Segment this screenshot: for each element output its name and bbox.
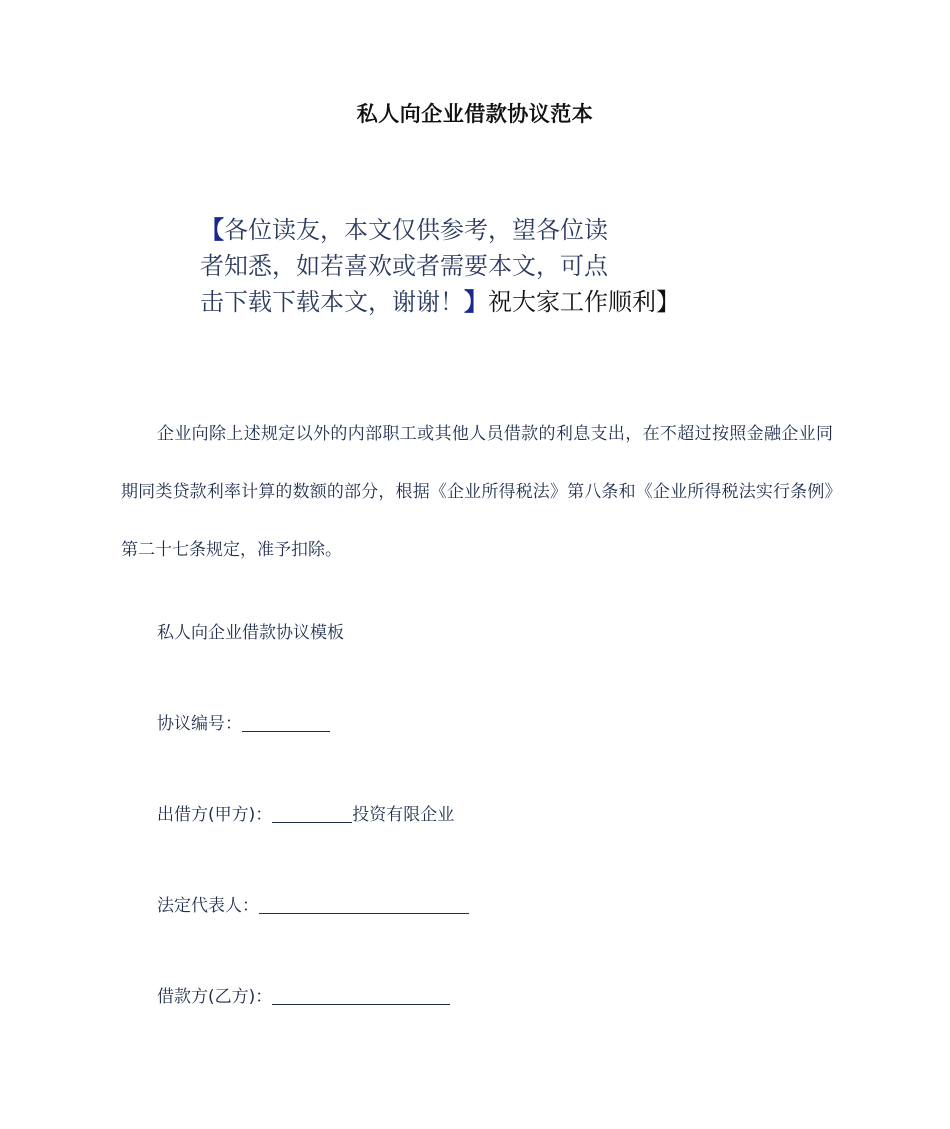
lender-field (157, 800, 454, 825)
legal-representative-label: 法定代表人： (157, 896, 259, 916)
agreement-number-blank (242, 714, 330, 732)
notice-text-1: 各位读友，本文仅供参考，望各位读 (224, 216, 608, 244)
notice-text-3: 击下载下载本文，谢谢！ (200, 288, 464, 316)
lender-suffix: 投资有限企业 (352, 805, 455, 825)
lender-label: 出借方(甲方)： (157, 805, 273, 825)
document-title: 私人向企业借款协议范本 (356, 102, 594, 126)
body-paragraph: 企业向除上述规定以外的内部职工或其他人员借款的利息支出，在不超过按照金融企业同期同类贷款利率计算的数额的部分，根据《企业所得税法》第八条和《企业所得税法实行条例》第二十七条规定，准予扣除。 (121, 424, 833, 560)
notice-line-2: 者知悉，如若喜欢或者需要本文，可点 (200, 252, 608, 280)
agreement-number-field (157, 709, 330, 734)
agreement-number-label: 协议编号： (157, 714, 242, 734)
template-heading: 私人向企业借款协议模板 (157, 623, 344, 643)
notice-line-1 (200, 212, 720, 248)
borrower-field (157, 982, 450, 1007)
borrower-label: 借款方(乙方)： (157, 987, 273, 1007)
legal-representative-blank (259, 896, 469, 914)
borrower-blank (272, 987, 450, 1005)
notice-line-3 (200, 284, 720, 320)
lender-blank (272, 805, 352, 823)
notice-close-bracket: 】 (464, 287, 488, 316)
reader-notice (200, 212, 720, 320)
notice-tail: 祝大家工作顺利】 (488, 288, 680, 316)
legal-representative-field (157, 891, 469, 916)
notice-open-bracket: 【 (200, 215, 224, 244)
